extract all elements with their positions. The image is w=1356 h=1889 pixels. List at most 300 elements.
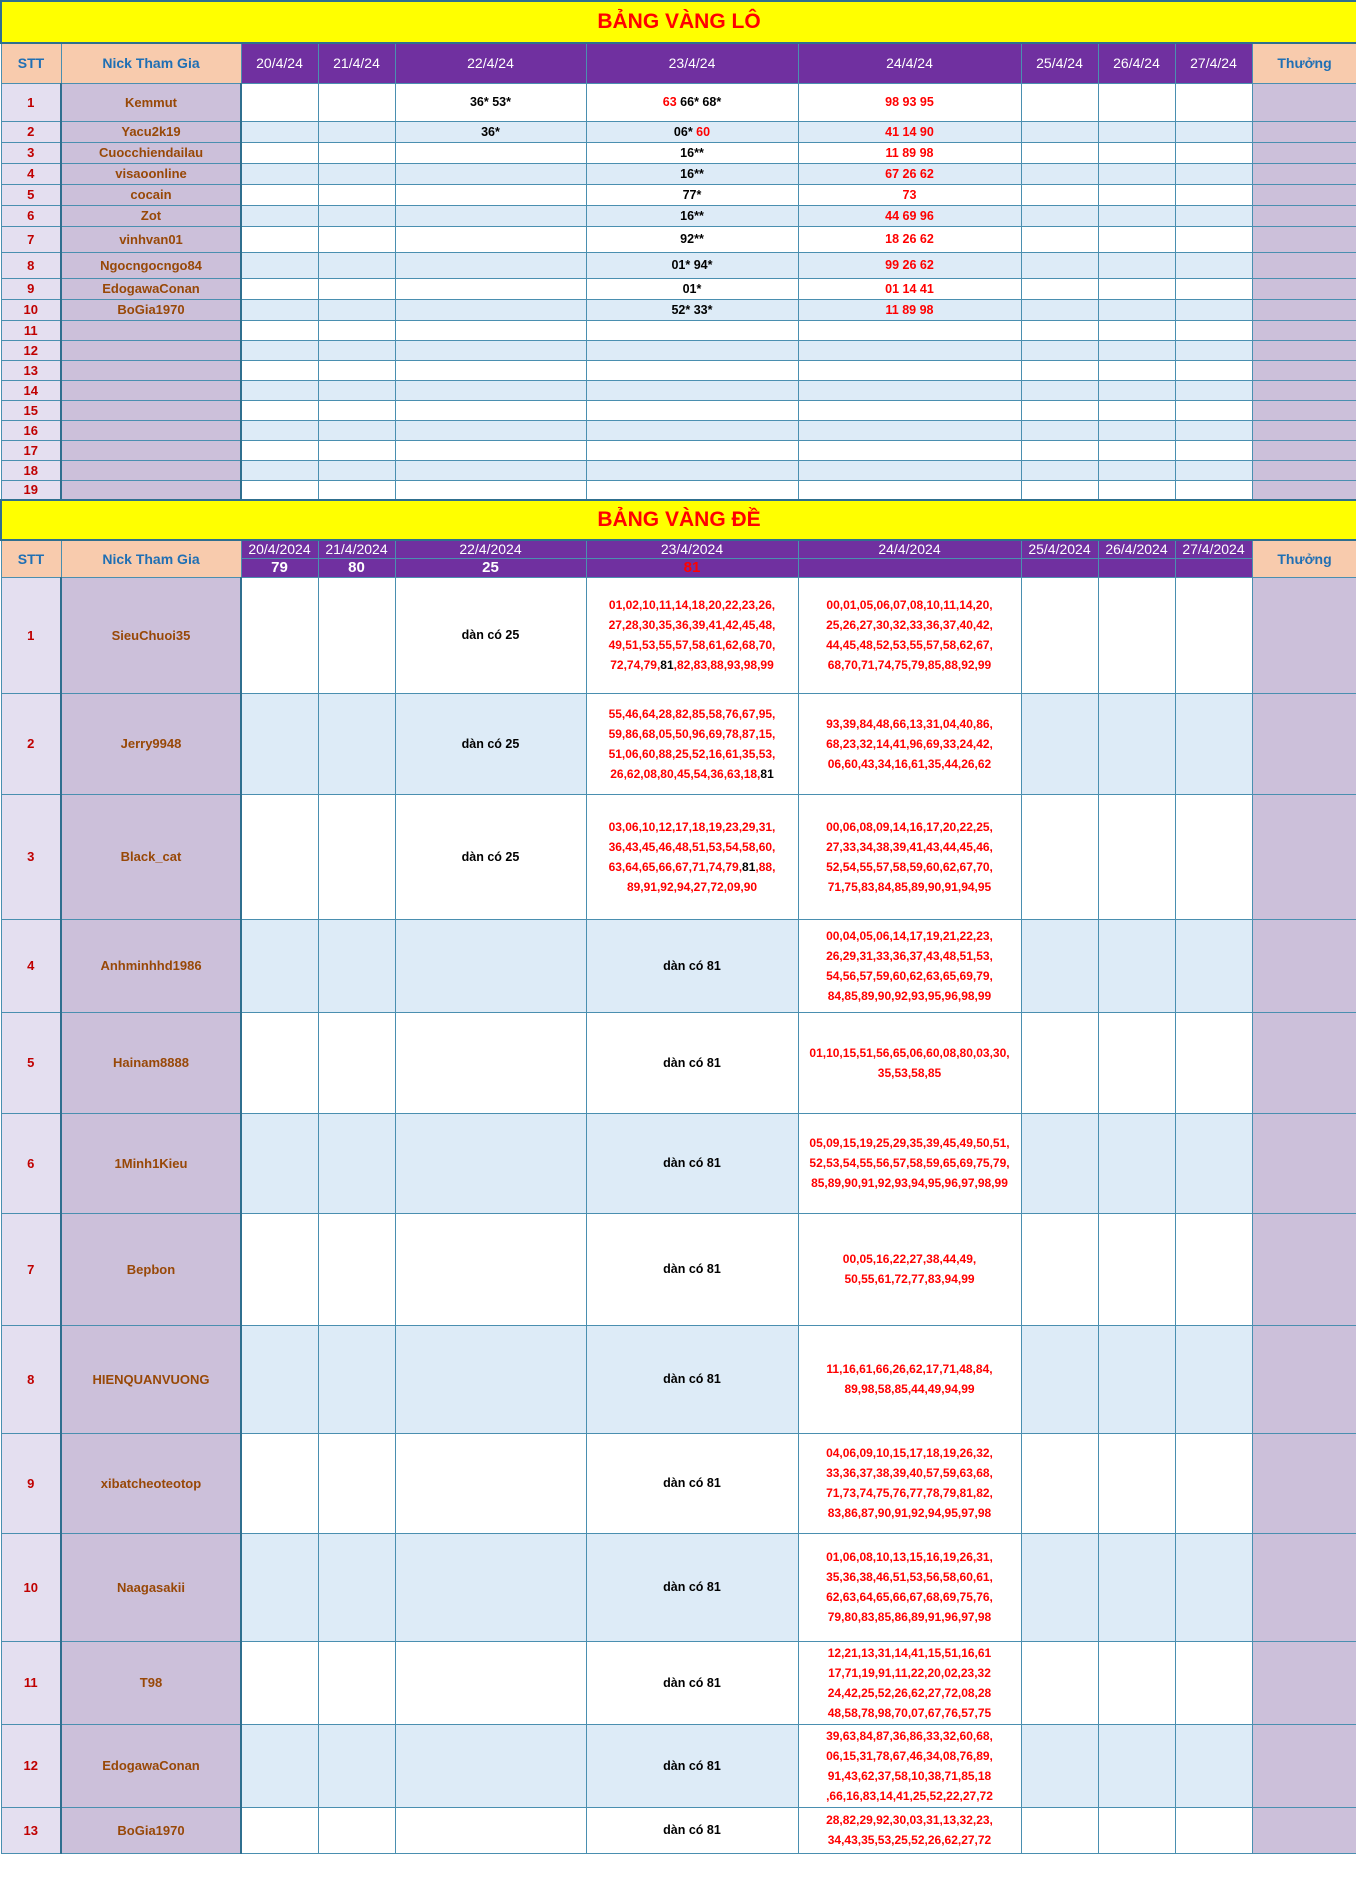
row-stt: 4: [1, 919, 61, 1012]
number-list-line: 17,71,19,91,11,22,20,02,23,32: [828, 1665, 991, 1680]
row-thuong: [1252, 226, 1356, 252]
cell-23-4: [586, 83, 798, 121]
cell-20-4: [241, 1433, 318, 1533]
number-list-line: 34,43,35,53,25,52,26,62,27,72: [827, 1833, 992, 1847]
cell-22-4: [395, 1213, 586, 1325]
cell-20-4: [241, 420, 318, 440]
de-header-date: 26/4/2024: [1098, 540, 1175, 558]
number-list-line: 68,70,71,74,75,79,85,88,92,99: [827, 658, 992, 672]
cell-26-4: [1098, 1807, 1175, 1853]
number-list-line: 04,06,09,10,15,17,18,19,26,32,: [826, 1446, 993, 1460]
number-list-part: 26,62,08,80,45,54,36,63,18,: [610, 766, 761, 781]
lo-header-date: 24/4/24: [798, 43, 1021, 83]
row-stt: 9: [1, 1433, 61, 1533]
cell-22-4: [395, 400, 586, 420]
number-list-part: 55,46,64,28,82,85,58,76,67,95,: [608, 706, 776, 721]
cell-23-4: [586, 360, 798, 380]
cell-27-4: [1175, 184, 1252, 205]
cell-21-4: [318, 480, 395, 500]
row-nick: Zot: [61, 205, 241, 226]
cell-24-4: [798, 794, 1021, 919]
row-stt: 6: [1, 1113, 61, 1213]
cell-22-4: [395, 320, 586, 340]
number-list-part: 27,28,30,35,36,39,41,42,45,48,: [608, 618, 776, 632]
row-nick: Kemmut: [61, 83, 241, 121]
cell-22-4: dàn có 25: [395, 577, 586, 693]
cell-20-4: [241, 163, 318, 184]
cell-21-4: [318, 1724, 395, 1807]
cell-25-4: [1021, 1641, 1098, 1724]
cell-21-4: [318, 205, 395, 226]
cell-27-4: [1175, 121, 1252, 142]
cell-27-4: [1175, 480, 1252, 500]
number-list-line: 48,58,78,98,70,07,67,76,57,75: [827, 1705, 992, 1720]
row-stt: 5: [1, 1012, 61, 1113]
cell-20-4: [241, 252, 318, 278]
cell-22-4: [395, 1807, 586, 1853]
cell-21-4: [318, 1113, 395, 1213]
cell-26-4: [1098, 577, 1175, 693]
cell-24-4: [798, 340, 1021, 360]
cell-20-4: [241, 83, 318, 121]
cell-23-4: dàn có 81: [586, 1641, 798, 1724]
cell-22-4: [395, 380, 586, 400]
row-stt: 17: [1, 440, 61, 460]
lo-title: BẢNG VÀNG LÔ: [1, 1, 1356, 43]
cell-23-4: [586, 693, 798, 794]
cell-20-4: [241, 320, 318, 340]
row-thuong: [1252, 340, 1356, 360]
cell-22-4: [395, 252, 586, 278]
cell-20-4: [241, 1213, 318, 1325]
pick-part: 16**: [680, 145, 704, 160]
row-nick: HIENQUANVUONG: [61, 1325, 241, 1433]
cell-20-4: [241, 440, 318, 460]
cell-27-4: [1175, 1533, 1252, 1641]
cell-27-4: [1175, 1433, 1252, 1533]
cell-25-4: [1021, 1433, 1098, 1533]
cell-20-4: [241, 142, 318, 163]
cell-24-4: [798, 1325, 1021, 1433]
cell-22-4: dàn có 25: [395, 693, 586, 794]
cell-21-4: [318, 278, 395, 299]
cell-21-4: [318, 226, 395, 252]
number-list-line: 11,16,61,66,26,62,17,71,48,84,: [826, 1362, 993, 1376]
number-list-line: 84,85,89,90,92,93,95,96,98,99: [827, 988, 992, 1003]
cell-22-4: [395, 1325, 586, 1433]
cell-22-4: [395, 184, 586, 205]
cell-25-4: [1021, 205, 1098, 226]
cell-21-4: [318, 252, 395, 278]
lo-header-stt: STT: [1, 43, 61, 83]
number-list-part: ,88,: [755, 859, 776, 874]
number-list-line: 27,33,34,38,39,41,43,44,45,46,: [826, 839, 993, 854]
table-row: [1, 440, 1356, 460]
de-result: [1175, 558, 1252, 577]
row-thuong: [1252, 400, 1356, 420]
cell-21-4: [318, 440, 395, 460]
cell-27-4: [1175, 278, 1252, 299]
cell-20-4: [241, 400, 318, 420]
table-row: [1, 252, 1356, 278]
row-stt: 12: [1, 340, 61, 360]
cell-22-4: [395, 480, 586, 500]
cell-22-4: [395, 420, 586, 440]
pick-part: 60: [696, 124, 711, 139]
cell-25-4: [1021, 1724, 1098, 1807]
de-header-nick: Nick Tham Gia: [61, 540, 241, 577]
cell-26-4: [1098, 142, 1175, 163]
cell-20-4: [241, 693, 318, 794]
number-list-part: 72,74,79,: [610, 658, 661, 672]
number-list-line: 28,82,29,92,30,03,31,13,32,23,: [826, 1813, 993, 1827]
cell-21-4: [318, 1213, 395, 1325]
row-stt: 15: [1, 400, 61, 420]
cell-22-4: [395, 226, 586, 252]
cell-23-4: [586, 205, 798, 226]
row-stt: 3: [1, 794, 61, 919]
cell-27-4: [1175, 1724, 1252, 1807]
cell-21-4: [318, 794, 395, 919]
cell-21-4: [318, 460, 395, 480]
row-thuong: [1252, 1433, 1356, 1533]
row-thuong: [1252, 1213, 1356, 1325]
number-list-line: 26,29,31,33,36,37,43,48,51,53,: [826, 948, 993, 963]
cell-27-4: [1175, 83, 1252, 121]
cell-22-4: dàn có 25: [395, 794, 586, 919]
row-nick: [61, 460, 241, 480]
cell-20-4: [241, 360, 318, 380]
table-row: [1, 1213, 1356, 1325]
row-thuong: [1252, 1807, 1356, 1853]
row-thuong: [1252, 278, 1356, 299]
row-nick: [61, 360, 241, 380]
table-row: [1, 794, 1356, 919]
number-list-line: 39,63,84,87,36,86,33,32,60,68,: [826, 1728, 993, 1743]
table-row: [1, 420, 1356, 440]
lo-body: [1, 83, 1356, 500]
cell-20-4: [241, 299, 318, 320]
de-header-thuong: Thưởng: [1252, 540, 1356, 577]
cell-20-4: [241, 480, 318, 500]
row-stt: 2: [1, 693, 61, 794]
number-list-part: ,82,83,88,93,98,99: [673, 658, 774, 672]
cell-27-4: [1175, 460, 1252, 480]
row-thuong: [1252, 184, 1356, 205]
number-list-line: 33,36,37,38,39,40,57,59,63,68,: [826, 1466, 993, 1480]
cell-25-4: [1021, 252, 1098, 278]
pick-part: 16**: [680, 208, 704, 223]
table-row: [1, 299, 1356, 320]
number-list-part: 59,86,68,05,50,96,69,78,87,15,: [608, 726, 776, 741]
cell-22-4: [395, 360, 586, 380]
cell-25-4: [1021, 121, 1098, 142]
cell-23-4: dàn có 81: [586, 1012, 798, 1113]
row-thuong: [1252, 205, 1356, 226]
table-row: [1, 480, 1356, 500]
row-stt: 10: [1, 299, 61, 320]
cell-25-4: [1021, 400, 1098, 420]
row-thuong: [1252, 1325, 1356, 1433]
cell-25-4: [1021, 1213, 1098, 1325]
table-row: [1, 278, 1356, 299]
cell-27-4: [1175, 1012, 1252, 1113]
cell-23-4: dàn có 81: [586, 1113, 798, 1213]
row-stt: 11: [1, 320, 61, 340]
cell-25-4: [1021, 1012, 1098, 1113]
cell-26-4: [1098, 1641, 1175, 1724]
cell-27-4: [1175, 1641, 1252, 1724]
row-nick: Cuocchiendailau: [61, 142, 241, 163]
lo-header-nick: Nick Tham Gia: [61, 43, 241, 83]
cell-27-4: [1175, 693, 1252, 794]
cell-26-4: [1098, 1433, 1175, 1533]
cell-26-4: [1098, 440, 1175, 460]
pick-part: 01*: [682, 281, 702, 296]
cell-21-4: [318, 1325, 395, 1433]
cell-24-4: [798, 460, 1021, 480]
cell-26-4: [1098, 1325, 1175, 1433]
pick-part: 01* 94*: [671, 258, 713, 272]
winning-number: 81: [760, 766, 774, 781]
cell-22-4: [395, 440, 586, 460]
row-thuong: [1252, 1113, 1356, 1213]
cell-24-4: [798, 1533, 1021, 1641]
row-stt: 16: [1, 420, 61, 440]
number-list-line: 24,42,25,52,26,62,27,72,08,28: [827, 1685, 992, 1700]
cell-27-4: [1175, 252, 1252, 278]
number-list-line: 06,60,43,34,16,61,35,44,26,62: [827, 756, 992, 771]
cell-26-4: [1098, 360, 1175, 380]
pick-part: 52* 33*: [671, 302, 713, 317]
cell-24-4: 11 89 98: [798, 299, 1021, 320]
cell-22-4: [395, 299, 586, 320]
number-list-line: 83,86,87,90,91,92,94,95,97,98: [827, 1506, 992, 1520]
cell-26-4: [1098, 83, 1175, 121]
table-row: [1, 83, 1356, 121]
cell-21-4: [318, 163, 395, 184]
de-header-date: 21/4/2024: [318, 540, 395, 558]
cell-21-4: [318, 83, 395, 121]
cell-21-4: [318, 184, 395, 205]
cell-27-4: [1175, 205, 1252, 226]
number-list-line: ,66,16,83,14,41,25,52,22,27,72: [826, 1788, 993, 1803]
cell-27-4: [1175, 794, 1252, 919]
number-list-part: 03,06,10,12,17,18,19,23,29,31,: [608, 819, 776, 834]
cell-21-4: [318, 1433, 395, 1533]
cell-22-4: [395, 142, 586, 163]
cell-25-4: [1021, 163, 1098, 184]
number-list-line: 00,04,05,06,14,17,19,21,22,23,: [826, 928, 993, 943]
row-thuong: [1252, 163, 1356, 184]
cell-24-4: [798, 1113, 1021, 1213]
cell-26-4: [1098, 1012, 1175, 1113]
number-list-line: 68,23,32,14,41,96,69,33,24,42,: [826, 736, 993, 751]
row-thuong: [1252, 420, 1356, 440]
pick-part: 92**: [680, 232, 704, 246]
cell-24-4: 11 89 98: [798, 142, 1021, 163]
cell-27-4: [1175, 320, 1252, 340]
table-row: [1, 226, 1356, 252]
cell-25-4: [1021, 1325, 1098, 1433]
cell-25-4: [1021, 794, 1098, 919]
row-stt: 4: [1, 163, 61, 184]
cell-23-4: [586, 184, 798, 205]
cell-27-4: [1175, 380, 1252, 400]
table-row: [1, 919, 1356, 1012]
number-list-part: 63,64,65,66,67,71,74,79,: [608, 859, 743, 874]
table-row: [1, 1807, 1356, 1853]
de-header-date: 25/4/2024: [1021, 540, 1098, 558]
row-nick: Jerry9948: [61, 693, 241, 794]
cell-22-4: [395, 1533, 586, 1641]
cell-20-4: [241, 184, 318, 205]
cell-23-4: [586, 577, 798, 693]
row-thuong: [1252, 252, 1356, 278]
number-list-line: 50,55,61,72,77,83,94,99: [844, 1272, 975, 1286]
cell-20-4: [241, 1325, 318, 1433]
row-thuong: [1252, 440, 1356, 460]
row-nick: Black_cat: [61, 794, 241, 919]
row-nick: vinhvan01: [61, 226, 241, 252]
table-row: [1, 1533, 1356, 1641]
number-list-part: 36,43,45,46,48,51,53,54,58,60,: [608, 839, 776, 854]
cell-25-4: [1021, 184, 1098, 205]
de-result: [798, 558, 1021, 577]
row-thuong: [1252, 121, 1356, 142]
row-stt: 11: [1, 1641, 61, 1724]
number-list-line: 35,36,38,46,51,53,56,58,60,61,: [826, 1570, 993, 1584]
cell-21-4: [318, 1012, 395, 1113]
cell-23-4: [586, 278, 798, 299]
row-stt: 18: [1, 460, 61, 480]
cell-25-4: [1021, 142, 1098, 163]
cell-25-4: [1021, 360, 1098, 380]
winning-number: 81: [742, 859, 756, 874]
cell-23-4: [586, 794, 798, 919]
lo-header-date: 25/4/24: [1021, 43, 1098, 83]
cell-21-4: [318, 360, 395, 380]
cell-27-4: [1175, 1113, 1252, 1213]
row-stt: 12: [1, 1724, 61, 1807]
pick-part: 06*: [673, 124, 697, 139]
cell-27-4: [1175, 163, 1252, 184]
cell-25-4: [1021, 693, 1098, 794]
cell-25-4: [1021, 278, 1098, 299]
row-thuong: [1252, 577, 1356, 693]
cell-24-4: [798, 1012, 1021, 1113]
cell-26-4: [1098, 299, 1175, 320]
row-nick: xibatcheoteotop: [61, 1433, 241, 1533]
cell-20-4: [241, 121, 318, 142]
number-list-part: 89,91,92,94,27,72,09,90: [626, 879, 758, 894]
cell-21-4: [318, 320, 395, 340]
row-stt: 1: [1, 577, 61, 693]
cell-27-4: [1175, 400, 1252, 420]
number-list-line: 00,01,05,06,07,08,10,11,14,20,: [826, 598, 993, 612]
row-thuong: [1252, 320, 1356, 340]
de-header-stt: STT: [1, 540, 61, 577]
cell-20-4: [241, 794, 318, 919]
row-thuong: [1252, 1724, 1356, 1807]
cell-24-4: [798, 693, 1021, 794]
cell-24-4: [798, 1433, 1021, 1533]
cell-27-4: [1175, 577, 1252, 693]
cell-24-4: [798, 420, 1021, 440]
cell-25-4: [1021, 1113, 1098, 1213]
cell-20-4: [241, 1012, 318, 1113]
row-thuong: [1252, 299, 1356, 320]
cell-27-4: [1175, 1807, 1252, 1853]
row-thuong: [1252, 1012, 1356, 1113]
cell-27-4: [1175, 1213, 1252, 1325]
row-nick: [61, 320, 241, 340]
table-row: [1, 184, 1356, 205]
cell-22-4: 36*: [395, 121, 586, 142]
row-thuong: [1252, 360, 1356, 380]
cell-27-4: [1175, 440, 1252, 460]
cell-20-4: [241, 205, 318, 226]
row-nick: [61, 380, 241, 400]
cell-20-4: [241, 278, 318, 299]
cell-24-4: 44 69 96: [798, 205, 1021, 226]
number-list-line: 25,26,27,30,32,33,36,37,40,42,: [826, 618, 993, 632]
cell-26-4: [1098, 205, 1175, 226]
row-nick: Yacu2k19: [61, 121, 241, 142]
cell-26-4: [1098, 320, 1175, 340]
de-result: 81: [586, 558, 798, 577]
row-thuong: [1252, 83, 1356, 121]
cell-23-4: [586, 460, 798, 480]
row-nick: [61, 440, 241, 460]
number-list-line: 71,73,74,75,76,77,78,79,81,82,: [826, 1486, 993, 1500]
row-thuong: [1252, 480, 1356, 500]
number-list-line: 00,05,16,22,27,38,44,49,: [842, 1252, 977, 1266]
row-thuong: [1252, 794, 1356, 919]
number-list-line: 35,53,58,85: [877, 1065, 942, 1080]
cell-23-4: dàn có 81: [586, 1213, 798, 1325]
cell-20-4: [241, 1113, 318, 1213]
de-header-date: 22/4/2024: [395, 540, 586, 558]
cell-23-4: [586, 299, 798, 320]
table-row: [1, 340, 1356, 360]
row-stt: 9: [1, 278, 61, 299]
cell-23-4: [586, 163, 798, 184]
cell-21-4: [318, 1533, 395, 1641]
lo-header-date: 20/4/24: [241, 43, 318, 83]
number-list-line: 01,10,15,51,56,65,06,60,08,80,03,30,: [809, 1045, 1010, 1060]
table-row: [1, 1012, 1356, 1113]
cell-25-4: [1021, 1807, 1098, 1853]
cell-27-4: [1175, 919, 1252, 1012]
cell-24-4: 41 14 90: [798, 121, 1021, 142]
cell-20-4: [241, 340, 318, 360]
row-nick: 1Minh1Kieu: [61, 1113, 241, 1213]
cell-24-4: [798, 1807, 1021, 1853]
cell-26-4: [1098, 1113, 1175, 1213]
cell-25-4: [1021, 460, 1098, 480]
row-thuong: [1252, 142, 1356, 163]
cell-23-4: [586, 420, 798, 440]
cell-25-4: [1021, 226, 1098, 252]
cell-26-4: [1098, 1533, 1175, 1641]
cell-24-4: 18 26 62: [798, 226, 1021, 252]
cell-26-4: [1098, 400, 1175, 420]
row-nick: T98: [61, 1641, 241, 1724]
cell-26-4: [1098, 794, 1175, 919]
cell-26-4: [1098, 919, 1175, 1012]
pick-part: 16**: [680, 166, 704, 181]
